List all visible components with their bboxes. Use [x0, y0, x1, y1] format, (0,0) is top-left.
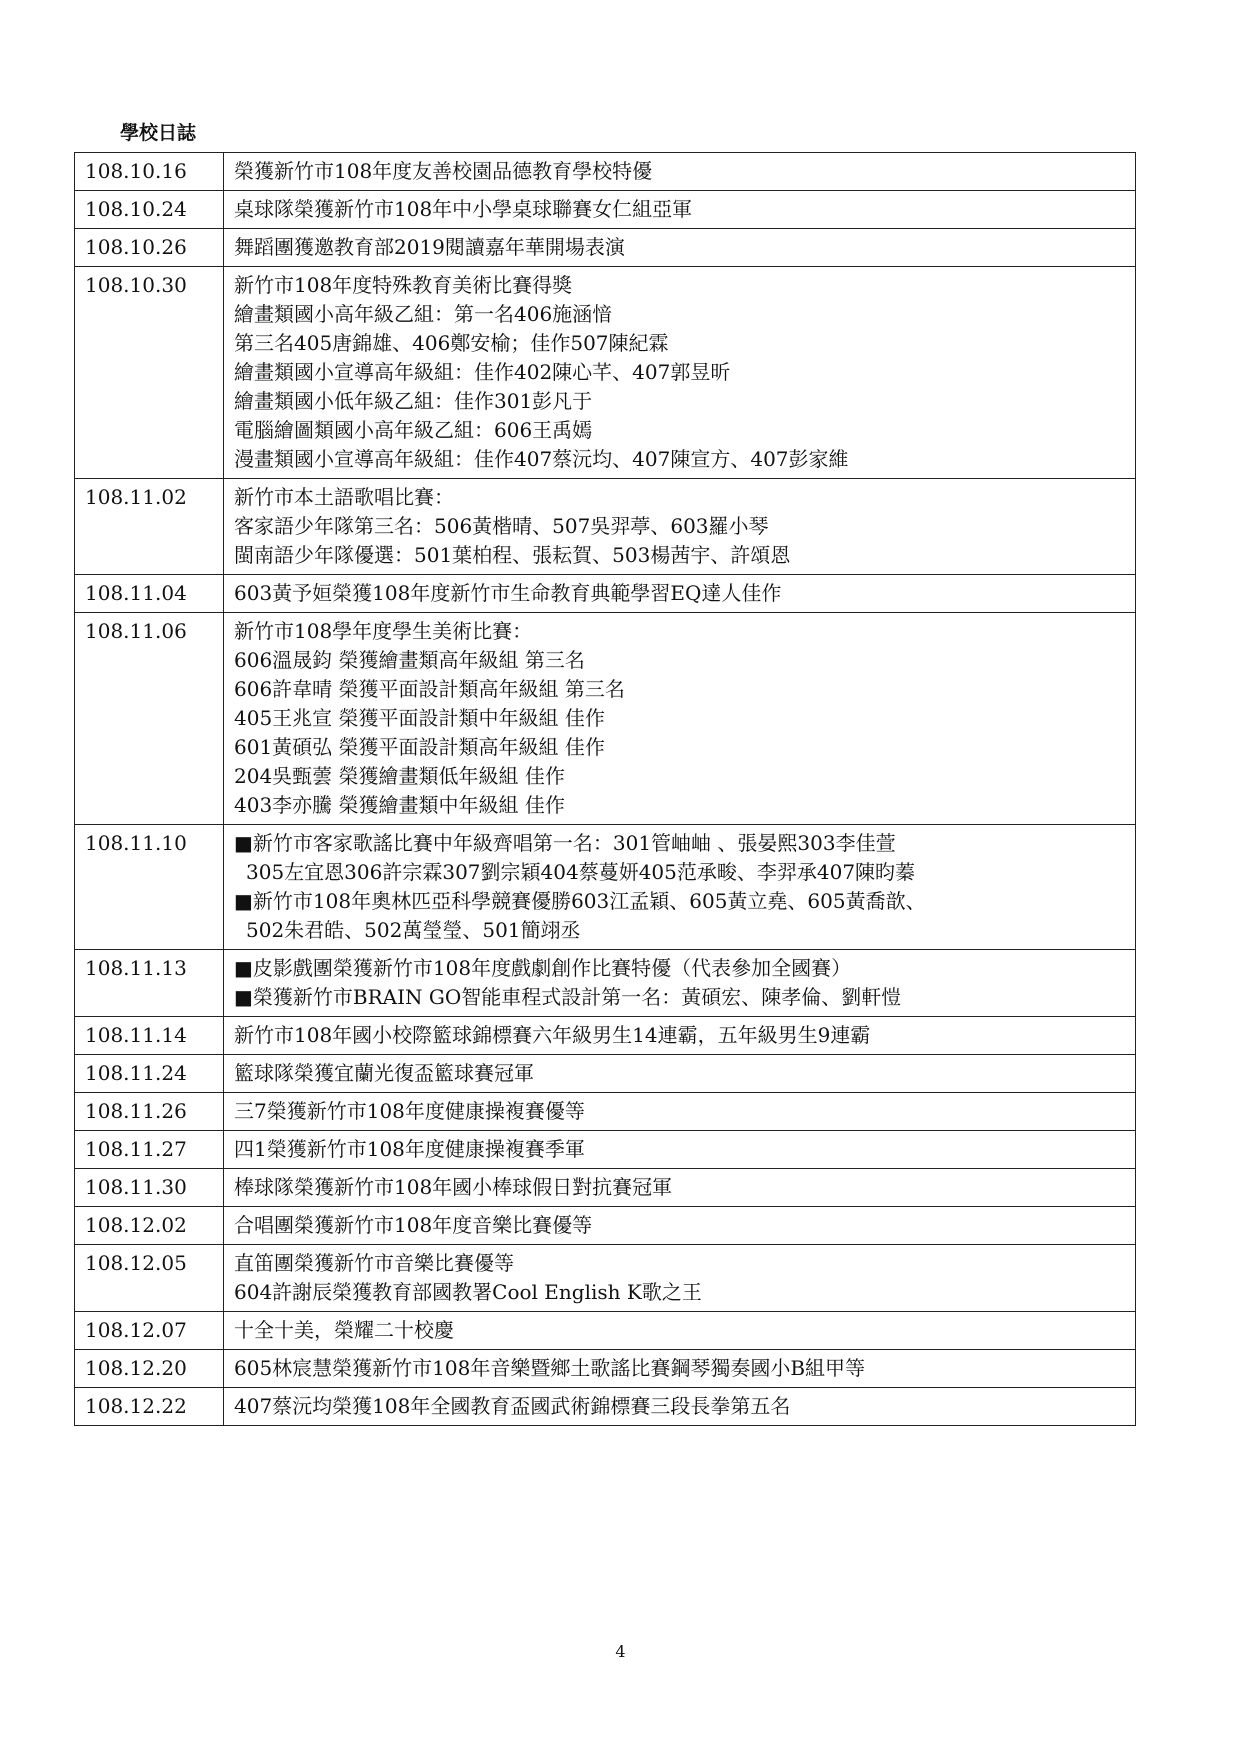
entry-line: 第三名405唐錦雄、406鄭安榆；佳作507陳紀霖 [234, 331, 669, 355]
school-log-table [74, 152, 1136, 1426]
entry-date: 108.11.30 [75, 1169, 224, 1207]
entry-date: 108.11.26 [75, 1093, 224, 1131]
entry-line: 605林宸慧榮獲新竹市108年音樂暨鄉土歌謠比賽鋼琴獨奏國小B組甲等 [234, 1356, 866, 1380]
entry-line: 新竹市108年度特殊教育美術比賽得獎 [234, 273, 573, 297]
entry-line: 籃球隊榮獲宜蘭光復盃籃球賽冠軍 [234, 1061, 534, 1085]
entry-date: 108.10.16 [75, 153, 224, 191]
entry-line: 四1榮獲新竹市108年度健康操複賽季軍 [234, 1137, 585, 1161]
entry-line: 電腦繪圖類國小高年級乙組：606王禹嫣 [234, 418, 593, 442]
table-row [75, 153, 1136, 191]
table-row [75, 825, 1136, 950]
entry-date: 108.12.07 [75, 1312, 224, 1350]
table-row [75, 267, 1136, 479]
entry-line: 榮獲新竹市108年度友善校園品德教育學校特優 [234, 159, 653, 183]
entry-line: 舞蹈團獲邀教育部2019閱讀嘉年華開場表演 [234, 235, 625, 259]
entry-line: 新竹市108年國小校際籃球錦標賽六年級男生14連霸，五年級男生9連霸 [234, 1023, 871, 1047]
table-row [75, 1017, 1136, 1055]
table-row [75, 229, 1136, 267]
entry-content [224, 1055, 1136, 1093]
table-row [75, 1169, 1136, 1207]
entry-line: 閩南語少年隊優選：501葉柏程、張耘賀、503楊茜宇、許頌恩 [234, 543, 791, 567]
table-row [75, 479, 1136, 575]
table-row [75, 1093, 1136, 1131]
entry-content [224, 153, 1136, 191]
entry-date: 108.11.06 [75, 613, 224, 825]
entry-content [224, 479, 1136, 575]
table-row [75, 1055, 1136, 1093]
entry-line: 合唱團榮獲新竹市108年度音樂比賽優等 [234, 1213, 593, 1237]
document-title: 學校日誌 [120, 122, 197, 144]
entry-date: 108.12.05 [75, 1245, 224, 1312]
entry-line: 直笛團榮獲新竹市音樂比賽優等 [234, 1251, 514, 1275]
entry-date: 108.11.04 [75, 575, 224, 613]
entry-content [224, 1131, 1136, 1169]
entry-content [224, 1245, 1136, 1312]
entry-date: 108.10.30 [75, 267, 224, 479]
table-row [75, 1207, 1136, 1245]
entry-date: 108.12.20 [75, 1350, 224, 1388]
entry-content [224, 1017, 1136, 1055]
entry-line: 407蔡沅均榮獲108年全國教育盃國武術錦標賽三段長拳第五名 [234, 1394, 791, 1418]
entry-date: 108.11.10 [75, 825, 224, 950]
entry-line: 305左宜恩306許宗霖307劉宗穎404蔡蔓妍405范承畯、李羿承407陳昀蓁 [246, 860, 916, 884]
entry-line: 繪畫類國小高年級乙組：第一名406施涵愔 [234, 302, 613, 326]
entry-content [224, 1207, 1136, 1245]
entry-line: 403李亦騰 榮獲繪畫類中年級組 佳作 [234, 793, 565, 817]
entry-line: 十全十美，榮耀二十校慶 [234, 1318, 454, 1342]
entry-line: 603黃予姮榮獲108年度新竹市生命教育典範學習EQ達人佳作 [234, 581, 782, 605]
table-row [75, 1388, 1136, 1426]
table-row [75, 613, 1136, 825]
entry-line: ■榮獲新竹市BRAIN GO智能車程式設計第一名：黃碩宏、陳孝倫、劉軒愷 [234, 985, 902, 1009]
entry-line: 新竹市108學年度學生美術比賽： [234, 619, 533, 643]
entry-line: 601黃碩弘 榮獲平面設計類高年級組 佳作 [234, 735, 605, 759]
entry-content [224, 950, 1136, 1017]
entry-date: 108.11.13 [75, 950, 224, 1017]
table-row [75, 575, 1136, 613]
entry-line: 桌球隊榮獲新竹市108年中小學桌球聯賽女仁組亞軍 [234, 197, 693, 221]
table-row [75, 1131, 1136, 1169]
entry-line: 棒球隊榮獲新竹市108年國小棒球假日對抗賽冠軍 [234, 1175, 673, 1199]
table-row [75, 1350, 1136, 1388]
entry-line: 三7榮獲新竹市108年度健康操複賽優等 [234, 1099, 585, 1123]
entry-line: 繪畫類國小低年級乙組：佳作301彭凡于 [234, 389, 593, 413]
entry-line: 502朱君皓、502萬瑩瑩、501簡翊丞 [246, 918, 581, 942]
table-row [75, 950, 1136, 1017]
entry-line: ■皮影戲團榮獲新竹市108年度戲劇創作比賽特優（代表參加全國賽） [234, 956, 852, 980]
table-row [75, 1245, 1136, 1312]
entry-content [224, 191, 1136, 229]
entry-content [224, 1350, 1136, 1388]
entry-content [224, 825, 1136, 950]
entry-line: 606溫晟鈞 榮獲繪畫類高年級組 第三名 [234, 648, 585, 672]
entry-content [224, 1169, 1136, 1207]
entry-content [224, 613, 1136, 825]
entry-line: ■新竹市108年奧林匹亞科學競賽優勝603江孟穎、605黃立堯、605黃喬歆、 [234, 889, 926, 913]
entry-date: 108.11.02 [75, 479, 224, 575]
entry-content [224, 229, 1136, 267]
table-row [75, 1312, 1136, 1350]
entry-date: 108.11.27 [75, 1131, 224, 1169]
entry-content [224, 575, 1136, 613]
entry-content [224, 1388, 1136, 1426]
entry-line: 405王兆宣 榮獲平面設計類中年級組 佳作 [234, 706, 605, 730]
entry-line: 204吳甄蕓 榮獲繪畫類低年級組 佳作 [234, 764, 565, 788]
entry-line: 新竹市本土語歌唱比賽： [234, 485, 454, 509]
entry-date: 108.12.22 [75, 1388, 224, 1426]
page-number: 4 [615, 1642, 626, 1661]
table-row [75, 191, 1136, 229]
entry-date: 108.11.14 [75, 1017, 224, 1055]
entry-content [224, 1312, 1136, 1350]
entry-content [224, 1093, 1136, 1131]
entry-line: 606許韋晴 榮獲平面設計類高年級組 第三名 [234, 677, 625, 701]
entry-date: 108.10.26 [75, 229, 224, 267]
entry-date: 108.11.24 [75, 1055, 224, 1093]
entry-line: 604許謝辰榮獲教育部國教署Cool English K歌之王 [234, 1280, 702, 1304]
entry-line: 漫畫類國小宣導高年級組：佳作407蔡沅均、407陳宣方、407彭家維 [234, 447, 849, 471]
entry-date: 108.12.02 [75, 1207, 224, 1245]
entry-line: ■新竹市客家歌謠比賽中年級齊唱第一名：301管岫岫 、張晏熙303李佳萱 [234, 831, 896, 855]
entry-content [224, 267, 1136, 479]
entry-date: 108.10.24 [75, 191, 224, 229]
entry-line: 客家語少年隊第三名：506黃楷晴、507吳羿葶、603羅小琴 [234, 514, 769, 538]
entry-line: 繪畫類國小宣導高年級組：佳作402陳心芊、407郭昱昕 [234, 360, 731, 384]
